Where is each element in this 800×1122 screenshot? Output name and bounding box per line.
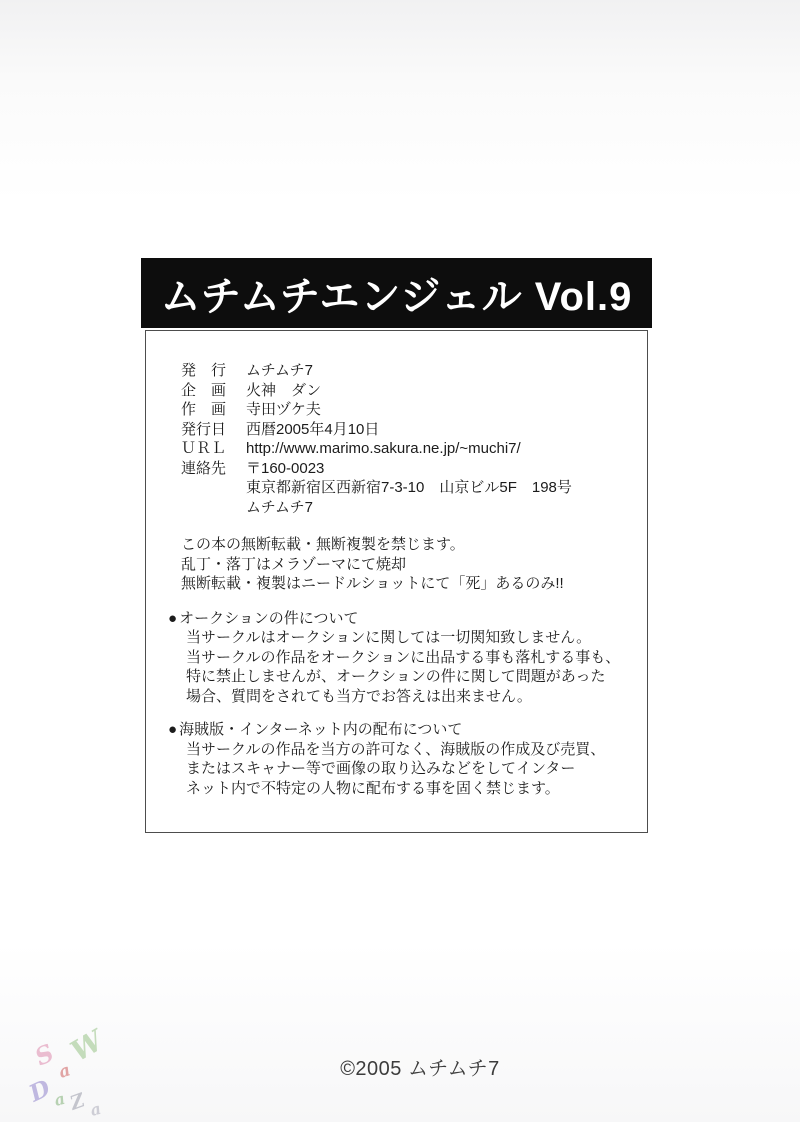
watermark-letter: S — [30, 1037, 59, 1072]
watermark-letter: a — [88, 1098, 104, 1120]
colophon-box — [145, 330, 648, 833]
info-row-planning — [181, 381, 647, 401]
section-line: ネット内で不特定の人物に配布する事を固く禁じます。 — [186, 779, 560, 797]
address-block — [246, 478, 647, 517]
info-row-url — [181, 439, 647, 459]
section-line: 特に禁止しませんが、オークションの件に関して問題があった — [186, 668, 606, 685]
info-row-contact — [181, 459, 647, 479]
copyright-line: ©2005 ムチムチ7 — [340, 1058, 500, 1080]
section-title-text: 海賊版・インターネット内の配布について — [179, 721, 463, 738]
info-value: 西暦2005年4月10日 — [246, 420, 380, 438]
section-line: 場合、質問をされても当方でお答えは出来ません。 — [186, 687, 532, 705]
page-title: ムチムチエンジェル Vol.9 — [160, 274, 633, 319]
watermark-letter: D — [25, 1074, 55, 1108]
info-row-publisher — [181, 361, 647, 381]
section-title-text: オークションの件について — [179, 609, 359, 627]
section-line: 当サークルはオークションに関しては一切関知致しません。 — [186, 629, 592, 646]
info-value: 火神 ダン — [246, 381, 322, 399]
watermark-letter: W — [65, 1023, 109, 1069]
info-label: ＵＲＬ — [181, 440, 227, 457]
notice-line: この本の無断転載・無断複製を禁じます。 — [181, 536, 465, 553]
piracy-section-title — [168, 720, 647, 740]
bullet-icon: ● — [168, 609, 178, 627]
info-label: 発 行 — [181, 362, 227, 379]
postal-code: 〒160-0023 — [246, 459, 325, 477]
watermark-letter: a — [56, 1060, 74, 1083]
address-line: 東京都新宿区西新宿7-3-10 山京ビル5F 198号 — [246, 479, 572, 496]
scanlator-watermark — [20, 1022, 120, 1120]
notice-line: 乱丁・落丁はメラゾーマにて焼却 — [181, 555, 407, 573]
info-value: ムチムチ7 — [246, 362, 313, 379]
publication-info — [181, 361, 647, 478]
section-line: 当サークルの作品をオークションに出品する事も落札する事も、 — [186, 648, 621, 666]
info-label: 発行日 — [181, 420, 227, 438]
watermark-letter: a — [52, 1088, 68, 1110]
bullet-icon: ● — [168, 721, 178, 738]
info-label: 連絡先 — [181, 459, 227, 477]
info-row-publish-date — [181, 420, 647, 440]
info-label: 企 画 — [181, 381, 227, 399]
info-label: 作 画 — [181, 401, 227, 418]
section-line: またはスキャナー等で画像の取り込みなどをしてインター — [186, 760, 576, 777]
info-row-artist — [181, 400, 647, 420]
section-line: 当サークルの作品を当方の許可なく、海賊版の作成及び売買、 — [186, 740, 606, 758]
info-value: 寺田ヅケ夫 — [246, 401, 321, 418]
address-line: ムチムチ7 — [246, 498, 313, 516]
watermark-letter: Z — [67, 1089, 88, 1115]
piracy-section — [168, 720, 647, 798]
copyright-notice-block — [181, 535, 647, 594]
notice-line: 無断転載・複製はニードルショットにて「死」あるのみ!! — [181, 575, 564, 592]
auction-section-title — [168, 609, 647, 629]
title-banner — [141, 258, 652, 328]
auction-section — [168, 609, 647, 707]
url-text: http://www.marimo.sakura.ne.jp/~muchi7/ — [246, 440, 521, 457]
